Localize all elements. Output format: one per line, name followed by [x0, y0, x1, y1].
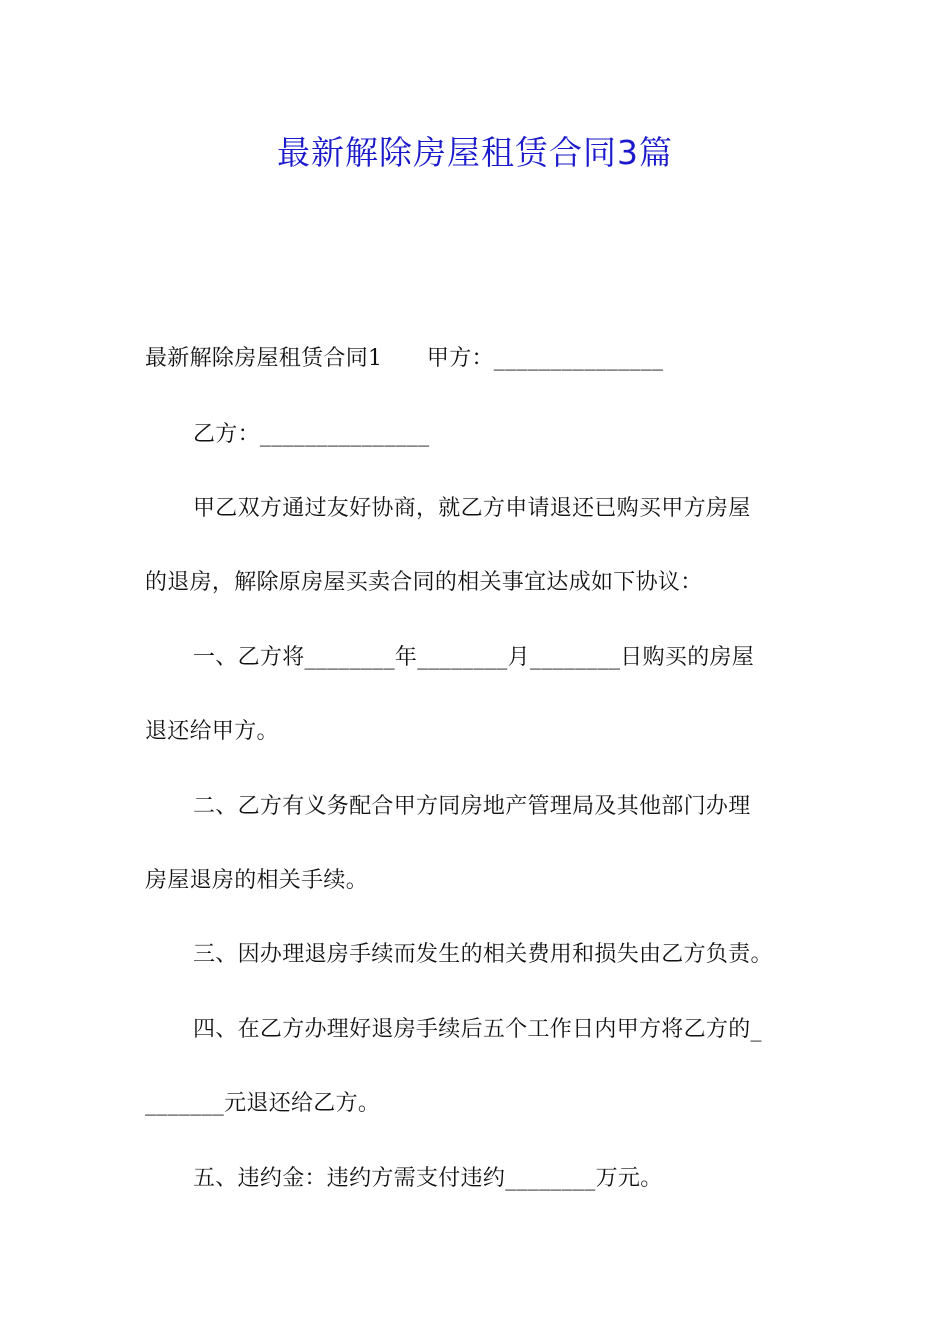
clause-5-line: 五、违约金：违约方需支付违约________万元。: [193, 1166, 663, 1191]
clause-3-line: 三、因办理退房手续而发生的相关费用和损失由乙方负责。: [193, 942, 773, 967]
clause-1-continuation: 退还给甲方。: [145, 719, 279, 744]
clause-2-line: 二、乙方有义务配合甲方同房地产管理局及其他部门办理: [193, 794, 751, 819]
document-title: 最新解除房屋租赁合同3篇: [277, 133, 673, 172]
clause-1-line: 一、乙方将________年________月________日购买的房屋: [193, 645, 755, 670]
contract-heading-party-a-line: 最新解除房屋租赁合同1 甲方：_______________: [145, 346, 664, 371]
clause-4-continuation: _______元退还给乙方。: [145, 1091, 381, 1116]
clause-2-continuation: 房屋退房的相关手续。: [145, 868, 369, 893]
clause-4-line: 四、在乙方办理好退房手续后五个工作日内甲方将乙方的_: [193, 1017, 762, 1042]
paragraph-line: 甲乙双方通过友好协商，就乙方申请退还已购买甲方房屋: [193, 496, 751, 521]
paragraph-line: 的退房，解除原房屋买卖合同的相关事宜达成如下协议：: [145, 570, 703, 595]
party-b-line: 乙方：_______________: [193, 422, 430, 447]
